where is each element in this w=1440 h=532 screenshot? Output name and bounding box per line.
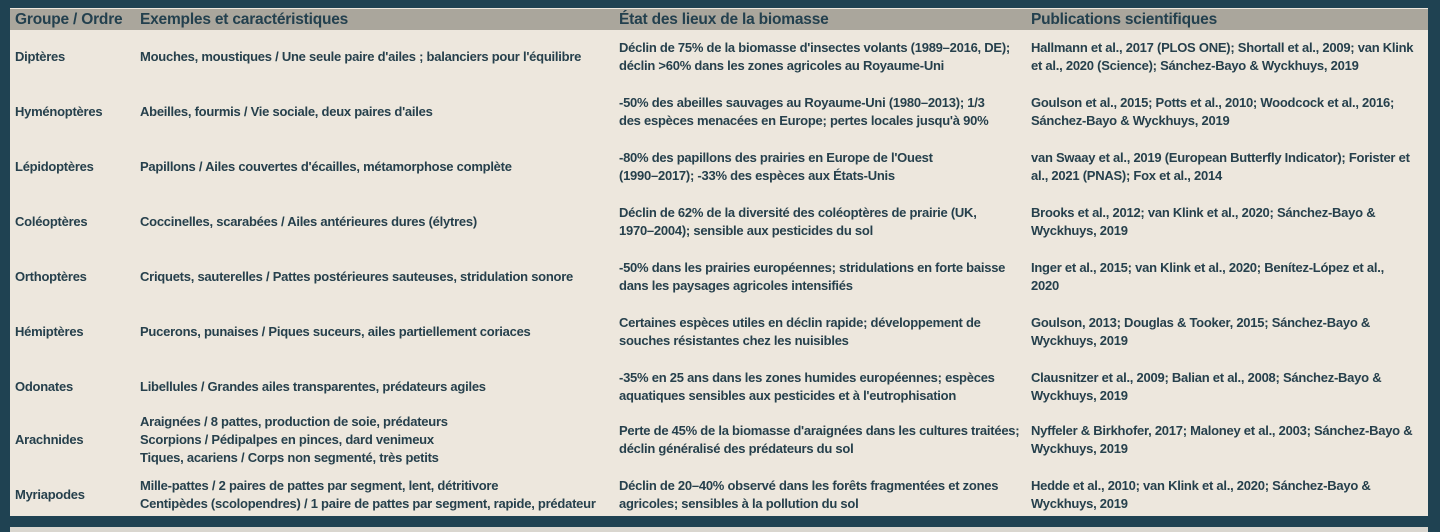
examples-cell: [140, 158, 512, 176]
status-cell-line: (1990–2017); -33% des espèces aux États-Unis: [619, 168, 895, 183]
group-cell: Hémiptères: [15, 324, 84, 339]
publications-cell-line: Wyckhuys, 2019: [1031, 496, 1128, 511]
status-cell-line: aquatiques sensibles aux pesticides et à l'eutrophisation: [619, 388, 957, 403]
header-group: Groupe / Ordre: [15, 11, 123, 28]
examples-cell-line: Pucerons, punaises / Piques suceurs, ailes partiellement coriaces: [140, 324, 531, 339]
status-cell-line: -50% des abeilles sauvages au Royaume-Uni (1980–2013); 1/3: [619, 95, 985, 110]
examples-cell: [140, 323, 531, 341]
group-cell: Orthoptères: [15, 269, 87, 284]
status-cell-line: déclin >60% dans les zones agricoles au Royaume-Uni: [619, 58, 945, 73]
status-cell: [619, 314, 981, 350]
status-cell-line: -35% en 25 ans dans les zones humides européennes; espèces: [619, 370, 995, 385]
examples-cell: [140, 103, 433, 121]
publications-cell-line: Sánchez-Bayo & Wyckhuys, 2019: [1031, 113, 1230, 128]
examples-cell-line: Tiques, acariens / Corps non segmenté, très petits: [140, 450, 439, 465]
group-cell: Diptères: [15, 49, 66, 64]
group-cell: Myriapodes: [15, 487, 85, 502]
publications-cell-line: Inger et al., 2015; van Klink et al., 2020; Benítez-López et al.,: [1031, 260, 1384, 275]
examples-cell-line: Papillons / Ailes couvertes d'écailles, métamorphose complète: [140, 159, 512, 174]
publications-cell: [1031, 39, 1413, 75]
publications-cell-line: Wyckhuys, 2019: [1031, 223, 1128, 238]
header-examples: Exemples et caractéristiques: [140, 11, 349, 28]
status-cell-line: Perte de 45% de la biomasse d'araignées dans les cultures traitées;: [619, 423, 1020, 438]
publications-cell-line: Nyffeler & Birkhofer, 2017; Maloney et al., 2003; Sánchez-Bayo &: [1031, 423, 1413, 438]
status-cell-line: des espèces menacées en Europe; pertes locales jusqu'à 90%: [619, 113, 989, 128]
publications-cell: [1031, 477, 1371, 513]
header-publications: Publications scientifiques: [1031, 11, 1218, 28]
status-cell-line: agricoles; sensibles à la pollution du sol: [619, 496, 859, 511]
examples-cell: [140, 268, 573, 286]
examples-cell-line: Mouches, moustiques / Une seule paire d'ailes ; balanciers pour l'équilibre: [140, 49, 582, 64]
status-cell-line: Déclin de 62% de la diversité des coléoptères de prairie (UK,: [619, 205, 977, 220]
publications-cell: [1031, 314, 1370, 350]
examples-cell-line: Criquets, sauterelles / Pattes postérieures sauteuses, stridulation sonore: [140, 269, 574, 284]
publications-cell-line: 2020: [1031, 278, 1059, 293]
status-cell: [619, 422, 1019, 458]
publications-cell-line: Wyckhuys, 2019: [1031, 441, 1128, 456]
examples-cell: [140, 48, 581, 66]
status-cell-line: -50% dans les prairies européennes; stridulations en forte baisse: [619, 260, 1006, 275]
examples-cell: [140, 378, 486, 396]
group-cell: Odonates: [15, 379, 73, 394]
publications-cell-line: Goulson et al., 2015; Potts et al., 2010; Woodcock et al., 2016;: [1031, 95, 1395, 110]
examples-cell-line: Centipèdes (scolopendres) / 1 paire de pattes par segment, rapide, prédateur: [140, 496, 596, 511]
examples-cell: [140, 413, 448, 467]
status-cell: [619, 204, 977, 240]
examples-cell-line: Libellules / Grandes ailes transparentes, prédateurs agiles: [140, 379, 486, 394]
status-cell-line: déclin généralisé des prédateurs du sol: [619, 441, 854, 456]
publications-cell: [1031, 422, 1412, 458]
status-cell-line: dans les paysages agricoles intensifiés: [619, 278, 853, 293]
status-cell-line: Certaines espèces utiles en déclin rapide; développement de: [619, 315, 981, 330]
examples-cell-line: Coccinelles, scarabées / Ailes antérieures dures (élytres): [140, 214, 477, 229]
header-status: État des lieux de la biomasse: [619, 11, 829, 28]
table-panel: [10, 8, 1428, 516]
status-cell-line: Déclin de 75% de la biomasse d'insectes volants (1989–2016, DE);: [619, 40, 1010, 55]
status-cell-line: souches résistantes chez les nuisibles: [619, 333, 849, 348]
examples-cell-line: Scorpions / Pédipalpes en pinces, dard venimeux: [140, 432, 434, 447]
status-cell: [619, 94, 988, 130]
publications-cell: [1031, 149, 1410, 185]
status-cell-line: -80% des papillons des prairies en Europe de l'Ouest: [619, 150, 933, 165]
examples-cell: [140, 213, 477, 231]
publications-cell: [1031, 94, 1394, 130]
publications-cell-line: Hallmann et al., 2017 (PLOS ONE); Shortall et al., 2009; van Klink: [1031, 40, 1414, 55]
status-cell: [619, 259, 1005, 295]
examples-cell: [140, 477, 596, 513]
publications-cell-line: al., 2021 (PNAS); Fox et al., 2014: [1031, 168, 1222, 183]
publications-cell-line: Wyckhuys, 2019: [1031, 333, 1128, 348]
publications-cell-line: van Swaay et al., 2019 (European Butterfly Indicator); Forister et: [1031, 150, 1410, 165]
group-cell: Coléoptères: [15, 214, 88, 229]
publications-cell: [1031, 259, 1384, 295]
bottom-divider: [10, 527, 1428, 532]
status-cell: [619, 149, 933, 185]
publications-cell-line: Goulson, 2013; Douglas & Tooker, 2015; Sánchez-Bayo &: [1031, 315, 1371, 330]
examples-cell-line: Araignées / 8 pattes, production de soie, prédateurs: [140, 414, 448, 429]
examples-cell-line: Abeilles, fourmis / Vie sociale, deux paires d'ailes: [140, 104, 433, 119]
status-cell: [619, 477, 998, 513]
status-cell: [619, 369, 995, 405]
group-cell: Hyménoptères: [15, 104, 103, 119]
publications-cell-line: et al., 2020 (Science); Sánchez-Bayo & Wyckhuys, 2019: [1031, 58, 1359, 73]
group-cell: Arachnides: [15, 432, 84, 447]
publications-cell: [1031, 204, 1375, 240]
examples-cell-line: Mille-pattes / 2 paires de pattes par segment, lent, détritivore: [140, 478, 499, 493]
publications-cell-line: Wyckhuys, 2019: [1031, 388, 1128, 403]
publications-cell-line: Clausnitzer et al., 2009; Balian et al., 2008; Sánchez-Bayo &: [1031, 370, 1382, 385]
publications-cell-line: Brooks et al., 2012; van Klink et al., 2020; Sánchez-Bayo &: [1031, 205, 1376, 220]
publications-cell: [1031, 369, 1381, 405]
status-cell: [619, 39, 1010, 75]
status-cell-line: 1970–2004); sensible aux pesticides du sol: [619, 223, 873, 238]
publications-cell-line: Hedde et al., 2010; van Klink et al., 2020; Sánchez-Bayo &: [1031, 478, 1371, 493]
table-header: [10, 9, 1428, 30]
group-cell: Lépidoptères: [15, 159, 94, 174]
status-cell-line: Déclin de 20–40% observé dans les forêts fragmentées et zones: [619, 478, 999, 493]
